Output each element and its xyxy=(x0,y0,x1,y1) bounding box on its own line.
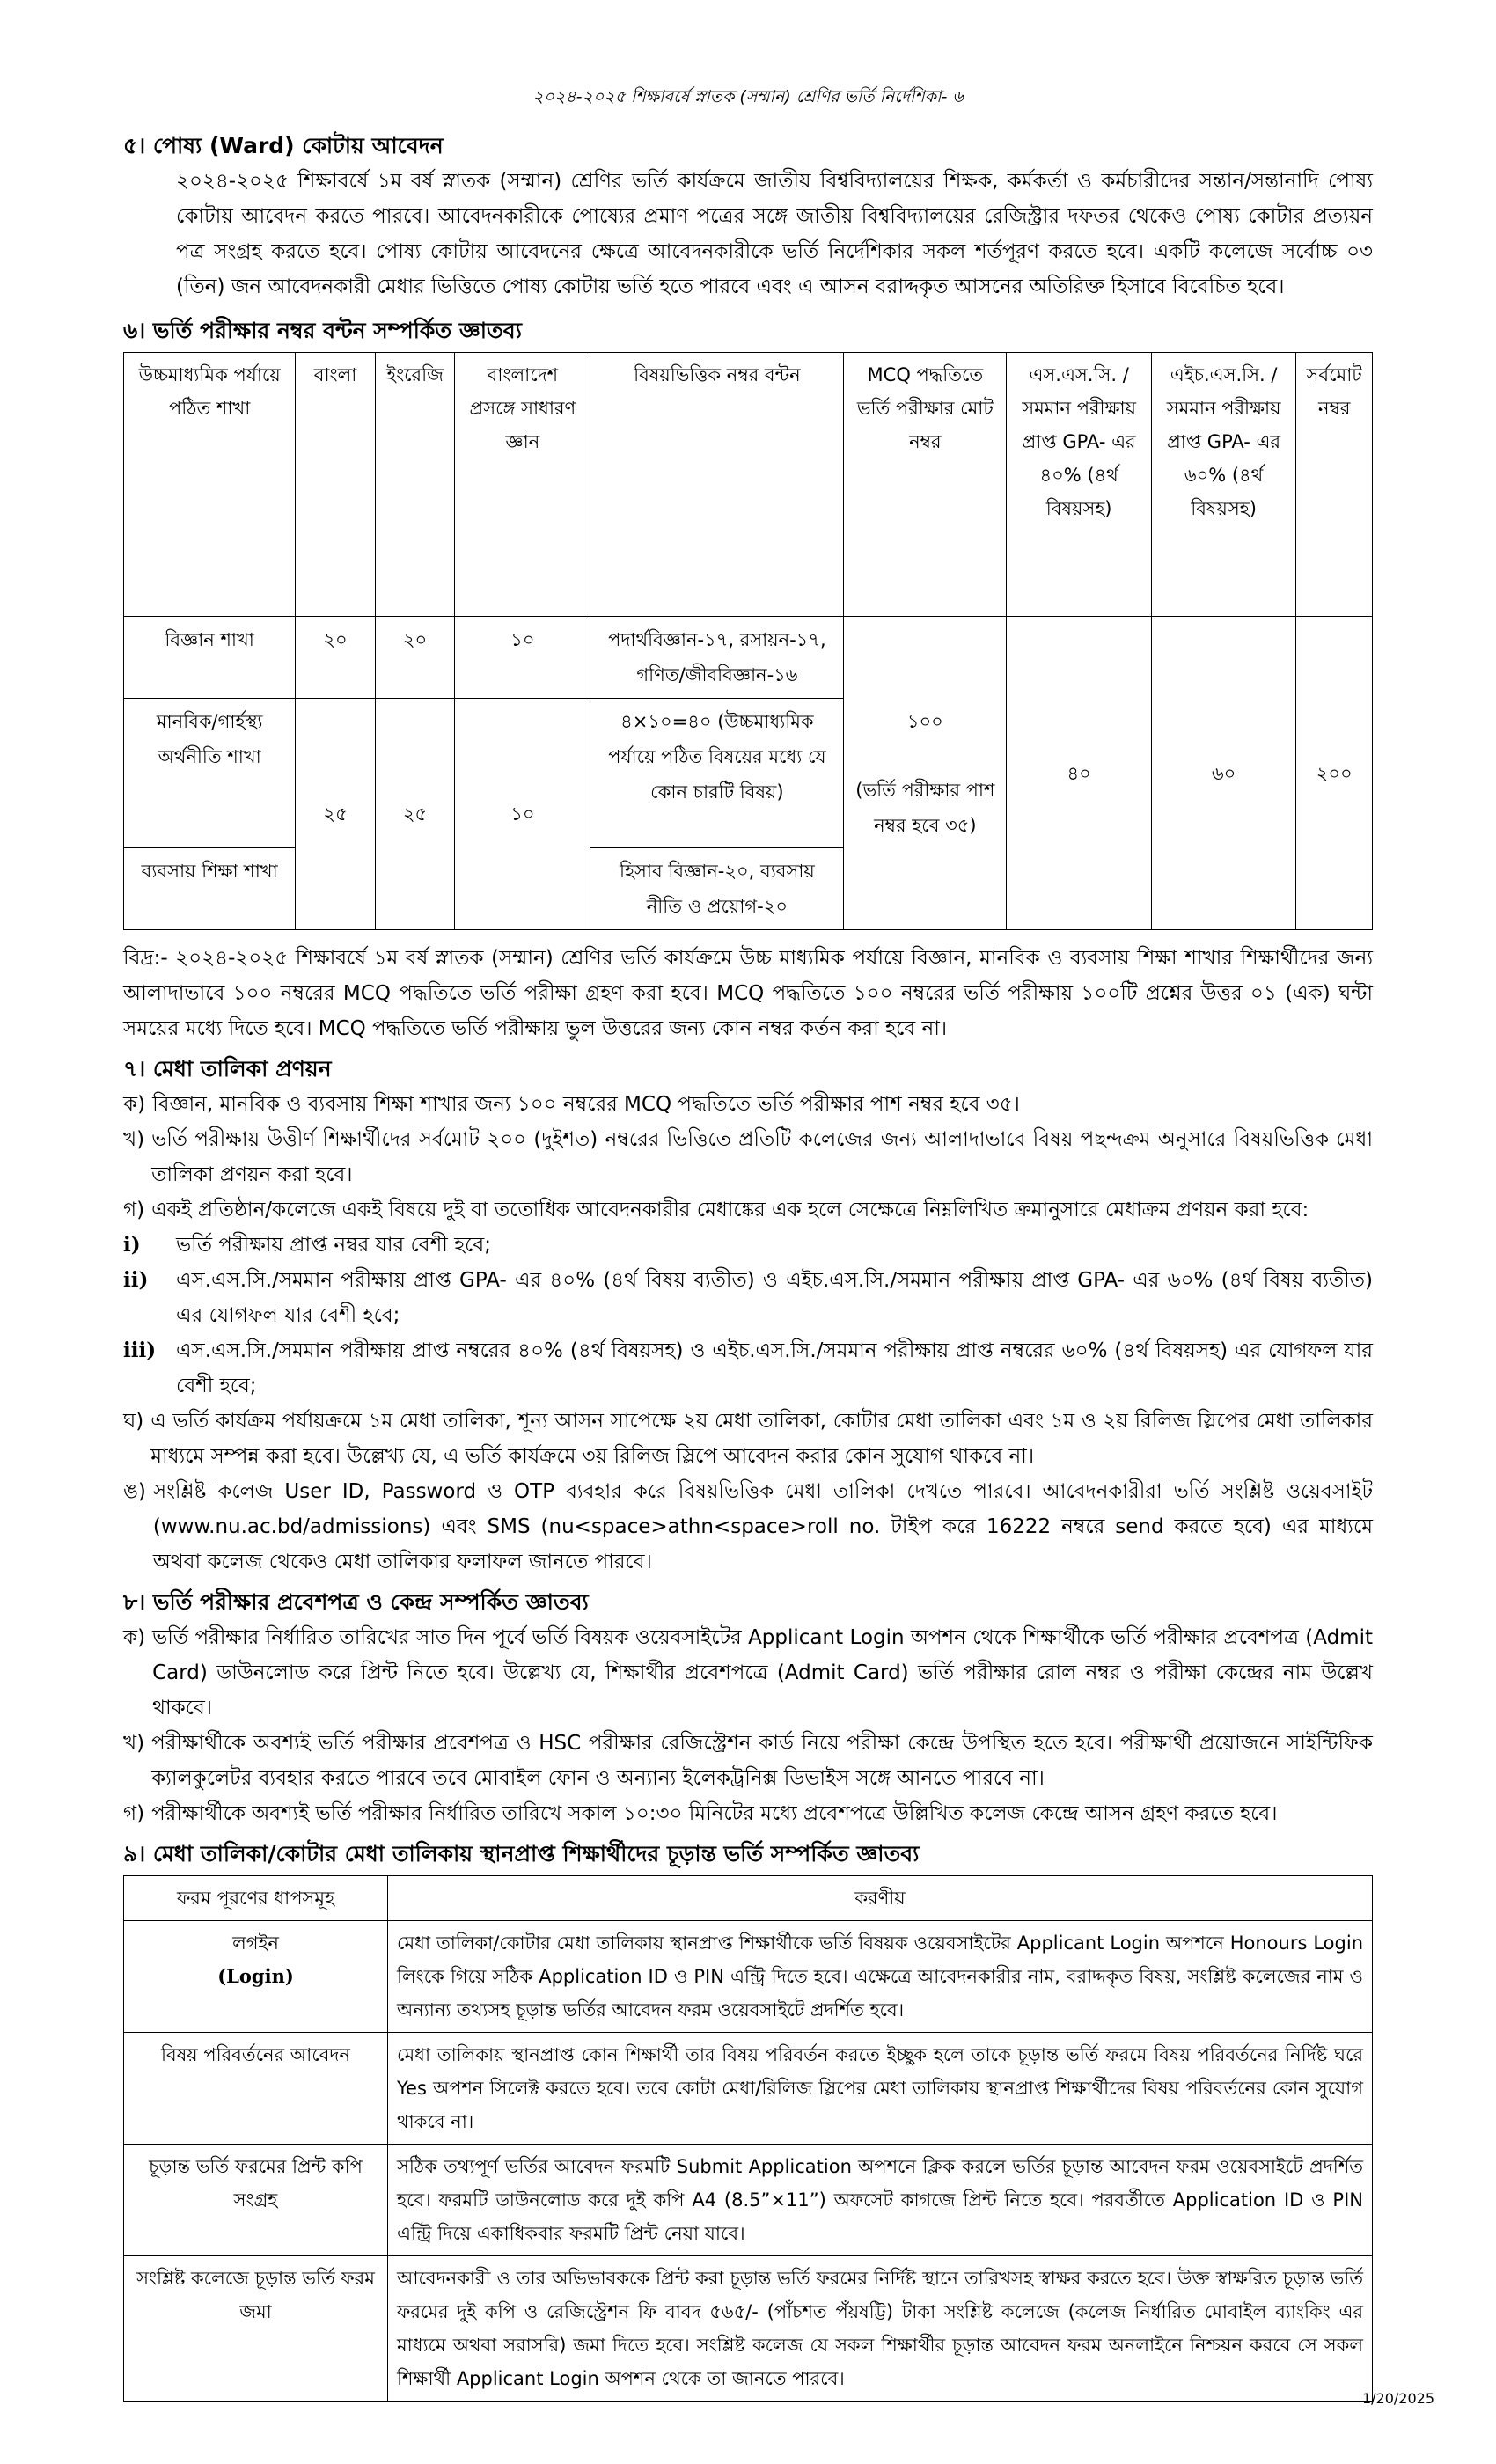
step-name: বিষয় পরিবর্তনের আবেদন xyxy=(124,2033,388,2145)
shared-gk: ১০ xyxy=(455,699,590,930)
step-description: সঠিক তথ্যপূর্ণ ভর্তির আবেদন ফরমটি Submit Application অপশনে ক্লিক করলে ভর্তির চূড়ান্ত আবেদন ফরম ওয়েবসাইটে প্রদর্শিত হবে। ফরমটি ডাউনলোড করে দুই কপি A4 (8.5”×11”) অফসেট কাগজে প্রিন্ট নিতে হবে। পরবর্তীতে Application ID ও PIN এন্ট্রি দিয়ে একাধিকবার ফরমটি প্রিন্ট নেয়া যাবে। xyxy=(388,2145,1373,2256)
item-text: ভর্তি পরীক্ষার নির্ধারিত তারিখের সাত দিন পূর্বে ভর্তি বিষয়ক ওয়েবসাইটের Applicant Login অপশন থেকে শিক্ষার্থীকে ভর্তি পরীক্ষার প্রবেশপত্র (Admit Card) ডাউনলোড করে প্রিন্ট নিতে হবে। উল্লেখ্য যে, শিক্ষার্থীর প্রবেশপত্রে (Admit Card) ভর্তি পরীক্ষার রোল নম্বর ও পরীক্ষা কেন্দ্রের নাম উল্লেখ থাকবে। xyxy=(152,1626,1373,1720)
mcq-total-cell xyxy=(844,617,1007,930)
section-9-title: ৯। মেধা তালিকা/কোটার মেধা তালিকায় স্থানপ্রাপ্ত শিক্ষার্থীদের চূড়ান্ত ভর্তি সম্পর্কিত জ্ঞাতব্য xyxy=(123,1841,920,1866)
item-label: iii) xyxy=(123,1338,157,1362)
footer-date: 1/20/2025 xyxy=(1361,2390,1434,2407)
item-label: ii) xyxy=(123,1268,149,1292)
table-row xyxy=(124,2256,1373,2402)
page-header: ২০২৪-২০২৫ শিক্ষাবর্ষে স্নাতক (সম্মান) শ্রেণির ভর্তি নির্দেশিকা- ৬ xyxy=(532,87,964,106)
stream-business: ব্যবসায় শিক্ষা শাখা xyxy=(124,848,296,930)
item-label: ঙ) xyxy=(123,1480,146,1503)
col-header-subject-dist: বিষয়ভিত্তিক নম্বর বন্টন xyxy=(590,353,844,617)
table-row xyxy=(124,1921,1373,2033)
section-6-note: বিদ্র:- ২০২৪-২০২৫ শিক্ষাবর্ষে ১ম বর্ষ স্নাতক (সম্মান) শ্রেণির ভর্তি কার্যক্রমে উচ্চ মাধ্যমিক পর্যায়ে বিজ্ঞান, মানবিক ও ব্যবসায় শিক্ষা শাখার শিক্ষার্থীদের জন্য আলাদাভাবে ১০০ নম্বরের MCQ পদ্ধতিতে ভর্তি পরীক্ষা গ্রহণ করা হবে। MCQ পদ্ধতিতে ১০০ নম্বরের ভর্তি পরীক্ষায় ১০০টি প্রশ্নের উত্তর ০১ (এক) ঘন্টা সময়ের মধ্যে দিতে হবে। MCQ পদ্ধতিতে ভর্তি পরীক্ষায় ভুল উত্তরের জন্য কোন নম্বর কর্তন করা হবে না। xyxy=(123,947,1373,1040)
table-header-row xyxy=(124,353,1373,617)
shared-bangla: ২৫ xyxy=(296,699,375,930)
item-label: খ) xyxy=(123,1128,145,1151)
roman-item xyxy=(123,1228,1373,1263)
item-text: পরীক্ষার্থীকে অবশ্যই ভর্তি পরীক্ষার প্রবেশপত্র ও HSC পরীক্ষার রেজিস্ট্রেশন কার্ড নিয়ে পরীক্ষা কেন্দ্রে উপস্থিত হতে হবে। পরীক্ষার্থী প্রয়োজনে সাইন্টিফিক ক্যালকুলেটর ব্যবহার করতে পারবে তবে মোবাইল ফোন ও অন্যান্য ইলেকট্রনিক্স ডিভাইস সঙ্গে আনতে পারবে না। xyxy=(151,1732,1373,1790)
list-item xyxy=(123,1192,1373,1228)
item-text: বিজ্ঞান, মানবিক ও ব্যবসায় শিক্ষা শাখার জন্য ১০০ নম্বরের MCQ পদ্ধতিতে ভর্তি পরীক্ষার পাশ নম্বর হবে ৩৫। xyxy=(152,1093,1020,1116)
col-header-total: সর্বমোট নম্বর xyxy=(1296,353,1373,617)
section-6-title: ৬। ভর্তি পরীক্ষার নম্বর বন্টন সম্পর্কিত জ্ঞাতব্য xyxy=(123,318,522,343)
col-header-gk: বাংলাদেশ প্রসঙ্গে সাধারণ জ্ঞান xyxy=(455,353,590,617)
col-header-tasks: করণীয় xyxy=(388,1876,1373,1921)
section-7-title: ৭। মেধা তালিকা প্রণয়ন xyxy=(123,1056,332,1082)
col-header-mcq-total: MCQ পদ্ধতিতে ভর্তি পরীক্ষার মোট নম্বর xyxy=(844,353,1007,617)
roman-item xyxy=(123,1333,1373,1404)
step-sublabel: (Login) xyxy=(217,1965,294,1987)
table-row xyxy=(124,2033,1373,2145)
item-text: এস.এস.সি./সমমান পরীক্ষায় প্রাপ্ত নম্বরের ৪০% (৪র্থ বিষয়সহ) ও এইচ.এস.সি./সমমান পরীক্ষায় প্রাপ্ত নম্বরের ৬০% (৪র্থ বিষয়সহ) এর যোগফল যার বেশী হবে; xyxy=(176,1339,1373,1397)
step-description: মেধা তালিকা/কোটার মেধা তালিকায় স্থানপ্রাপ্ত শিক্ষার্থীকে ভর্তি বিষয়ক ওয়েবসাইটের Applicant Login অপশনে Honours Login লিংকে গিয়ে সঠিক Application ID ও PIN এন্ট্রি দিতে হবে। এক্ষেত্রে আবেদনকারীর নাম, বরাদ্দকৃত বিষয়, সংশ্লিষ্ট কলেজের নাম ও অন্যান্য তথ্যসহ চূড়ান্ত ভর্তির আবেদন ফরম ওয়েবসাইটে প্রদর্শিত হবে। xyxy=(388,1921,1373,2033)
mcq-pass-note: (ভর্তি পরীক্ষার পাশ নম্বর হবে ৩৫) xyxy=(855,779,995,836)
stream-science: বিজ্ঞান শাখা xyxy=(124,617,296,699)
table-row xyxy=(124,2145,1373,2256)
science-bangla: ২০ xyxy=(296,617,375,699)
humanities-distribution: ৪×১০=৪০ (উচ্চমাধ্যমিক পর্যায়ে পঠিত বিষয়ের মধ্যে যে কোন চারটি বিষয়) xyxy=(590,699,844,848)
section-5-body: ২০২৪-২০২৫ শিক্ষাবর্ষে ১ম বর্ষ স্নাতক (সম্মান) শ্রেণির ভর্তি কার্যক্রমে জাতীয় বিশ্ববিদ্যালয়ের শিক্ষক, কর্মকর্তা ও কর্মচারীদের সন্তান/সন্তানাদি পোষ্য কোটায় আবেদন করতে পারবে। আবেদনকারীকে পোষ্যের প্রমাণ পত্রের সঙ্গে জাতীয় বিশ্ববিদ্যালয়ের রেজিস্ট্রার দফতর থেকেও পোষ্য কোটার প্রত্যয়ন পত্র সংগ্রহ করতে হবে। পোষ্য কোটায় আবেদনের ক্ষেত্রে আবেদনকারীকে ভর্তি নির্দেশিকার সকল শর্তপূরণ করতে হবে। একটি কলেজে সর্বোচ্চ ০৩ (তিন) জন আবেদনকারী মেধার ভিত্তিতে পোষ্য কোটায় ভর্তি হতে পারবে এবং এ আসন বরাদ্দকৃত আসনের অতিরিক্ত হিসাবে বিবেচিত হবে। xyxy=(176,170,1373,298)
ssc-gpa-value: ৪০ xyxy=(1007,617,1151,930)
item-text: ভর্তি পরীক্ষায় প্রাপ্ত নম্বর যার বেশী হবে; xyxy=(176,1234,491,1257)
list-item xyxy=(123,1404,1373,1474)
item-label: খ) xyxy=(123,1732,145,1755)
step-label: লগইন xyxy=(232,1932,279,1954)
list-item xyxy=(123,1620,1373,1726)
item-text: সংশ্লিষ্ট কলেজ User ID, Password ও OTP ব্যবহার করে বিষয়ভিত্তিক মেধা তালিকা দেখতে পারবে। আবেদনকারীরা ভর্তি সংশ্লিষ্ট ওয়েবসাইট (www.nu.ac.bd/admissions) এবং SMS (nu<space>athn<space>roll no. টাইপ করে 16222 নম্বরে send করতে হবে) এর মাধ্যমে অথবা কলেজ থেকেও মেধা তালিকার ফলাফল জানতে পারবে। xyxy=(152,1480,1373,1573)
item-label: ক) xyxy=(123,1093,146,1116)
item-text: এ ভর্তি কার্যক্রম পর্যায়ক্রমে ১ম মেধা তালিকা, শূন্য আসন সাপেক্ষে ২য় মেধা তালিকা, কোটার মেধা তালিকা এবং ১ম ও ২য় রিলিজ স্লিপের মেধা তালিকার মাধ্যমে সম্পন্ন করা হবে। উল্লেখ্য যে, এ ভর্তি কার্যক্রমে ৩য় রিলিজ স্লিপে আবেদন করার কোন সুযোগ থাকবে না। xyxy=(150,1410,1373,1468)
item-label: ঘ) xyxy=(123,1410,144,1433)
admission-steps-table xyxy=(123,1875,1373,2402)
business-distribution: হিসাব বিজ্ঞান-২০, ব্যবসায় নীতি ও প্রয়োগ-২০ xyxy=(590,848,844,930)
col-header-stream: উচ্চমাধ্যমিক পর্যায়ে পঠিত শাখা xyxy=(124,353,296,617)
step-description: মেধা তালিকায় স্থানপ্রাপ্ত কোন শিক্ষার্থী তার বিষয় পরিবর্তন করতে ইচ্ছুক হলে তাকে চূড়ান্ত ভর্তি ফরমে বিষয় পরিবর্তনের নির্দিষ্ট ঘরে Yes অপশন সিলেক্ট করতে হবে। তবে কোটা মেধা/রিলিজ স্লিপের মেধা তালিকায় স্থানপ্রাপ্ত শিক্ষার্থীদের বিষয় পরিবর্তনের কোন সুযোগ থাকবে না। xyxy=(388,2033,1373,2145)
step-name xyxy=(124,1921,388,2033)
table-row xyxy=(124,617,1373,699)
step-name: সংশ্লিষ্ট কলেজে চূড়ান্ত ভর্তি ফরম জমা xyxy=(124,2256,388,2402)
marks-distribution-table xyxy=(123,352,1373,930)
step-name: চূড়ান্ত ভর্তি ফরমের প্রিন্ট কপি সংগ্রহ xyxy=(124,2145,388,2256)
list-item xyxy=(123,1087,1373,1122)
list-item xyxy=(123,1122,1373,1192)
item-text: পরীক্ষার্থীকে অবশ্যই ভর্তি পরীক্ষার নির্ধারিত তারিখে সকাল ১০:৩০ মিনিটের মধ্যে প্রবেশপত্রে উল্লিখিত কলেজ কেন্দ্রে আসন গ্রহণ করতে হবে। xyxy=(151,1802,1278,1825)
col-header-steps: ফরম পূরণের ধাপসমূহ xyxy=(124,1876,388,1921)
list-item xyxy=(123,1796,1373,1831)
shared-english: ২৫ xyxy=(375,699,454,930)
list-item xyxy=(123,1474,1373,1580)
hsc-gpa-value: ৬০ xyxy=(1151,617,1295,930)
item-label: i) xyxy=(123,1233,141,1257)
step-description: আবেদনকারী ও তার অভিভাবককে প্রিন্ট করা চূড়ান্ত ভর্তি ফরমের নির্দিষ্ট স্থানে তারিখসহ স্বাক্ষর করতে হবে। উক্ত স্বাক্ষরিত চূড়ান্ত ভর্তি ফরমের দুই কপি ও রেজিস্ট্রেশন ফি বাবদ ৫৬৫/- (পাঁচশত পঁয়ষট্টি) টাকা সংশ্লিষ্ট কলেজে (কলেজ নির্ধারিত মোবাইল ব্যাংকিং এর মাধ্যমে অথবা সরাসরি) জমা দিতে হবে। সংশ্লিষ্ট কলেজ যে সকল শিক্ষার্থীর চূড়ান্ত আবেদন ফরম অনলাইনে নিশ্চয়ন করবে সে সকল শিক্ষার্থী Applicant Login অপশন থেকে তা জানতে পারবে। xyxy=(388,2256,1373,2402)
item-label: গ) xyxy=(123,1199,145,1221)
col-header-bangla: বাংলা xyxy=(296,353,375,617)
section-8-title: ৮। ভর্তি পরীক্ষার প্রবেশপত্র ও কেন্দ্র সম্পর্কিত জ্ঞাতব্য xyxy=(123,1589,589,1615)
total-value: ২০০ xyxy=(1296,617,1373,930)
col-header-hsc-gpa: এইচ.এস.সি. /সমমান পরীক্ষায় প্রাপ্ত GPA- এর ৬০% (৪র্থ বিষয়সহ) xyxy=(1151,353,1295,617)
list-item xyxy=(123,1726,1373,1796)
science-gk: ১০ xyxy=(455,617,590,699)
table-header-row xyxy=(124,1876,1373,1921)
item-text: এস.এস.সি./সমমান পরীক্ষায় প্রাপ্ত GPA- এর ৪০% (৪র্থ বিষয় ব্যতীত) ও এইচ.এস.সি./সমমান পরীক্ষায় প্রাপ্ত GPA- এর ৬০% (৪র্থ বিষয় ব্যতীত) এর যোগফল যার বেশী হবে; xyxy=(176,1269,1373,1327)
stream-humanities: মানবিক/গার্হস্থ্য অর্থনীতি শাখা xyxy=(124,699,296,848)
science-english: ২০ xyxy=(375,617,454,699)
science-distribution: পদার্থবিজ্ঞান-১৭, রসায়ন-১৭, গণিত/জীববিজ্ঞান-১৬ xyxy=(590,617,844,699)
col-header-english: ইংরেজি xyxy=(375,353,454,617)
col-header-ssc-gpa: এস.এস.সি. /সমমান পরীক্ষায় প্রাপ্ত GPA- এর ৪০% (৪র্থ বিষয়সহ) xyxy=(1007,353,1151,617)
item-label: গ) xyxy=(123,1802,145,1825)
item-text: একই প্রতিষ্ঠান/কলেজে একই বিষয়ে দুই বা ততোধিক আবেদনকারীর মেধাঙ্কের এক হলে সেক্ষেত্রে নিম্নলিখিত ক্রমানুসারে মেধাক্রম প্রণয়ন করা হবে: xyxy=(151,1199,1309,1221)
section-5-title: ৫। পোষ্য (Ward) কোটায় আবেদন xyxy=(123,133,444,158)
item-label: ক) xyxy=(123,1626,146,1649)
item-text: ভর্তি পরীক্ষায় উত্তীর্ণ শিক্ষার্থীদের সর্বমোট ২০০ (দুইশত) নম্বরের ভিত্তিতে প্রতিটি কলেজের জন্য আলাদাভাবে বিষয় পছন্দক্রম অনুসারে বিষয়ভিত্তিক মেধা তালিকা প্রণয়ন করা হবে। xyxy=(151,1128,1373,1186)
mcq-total-value: ১০০ xyxy=(906,710,943,732)
page-content xyxy=(123,123,1373,2402)
roman-item xyxy=(123,1263,1373,1333)
